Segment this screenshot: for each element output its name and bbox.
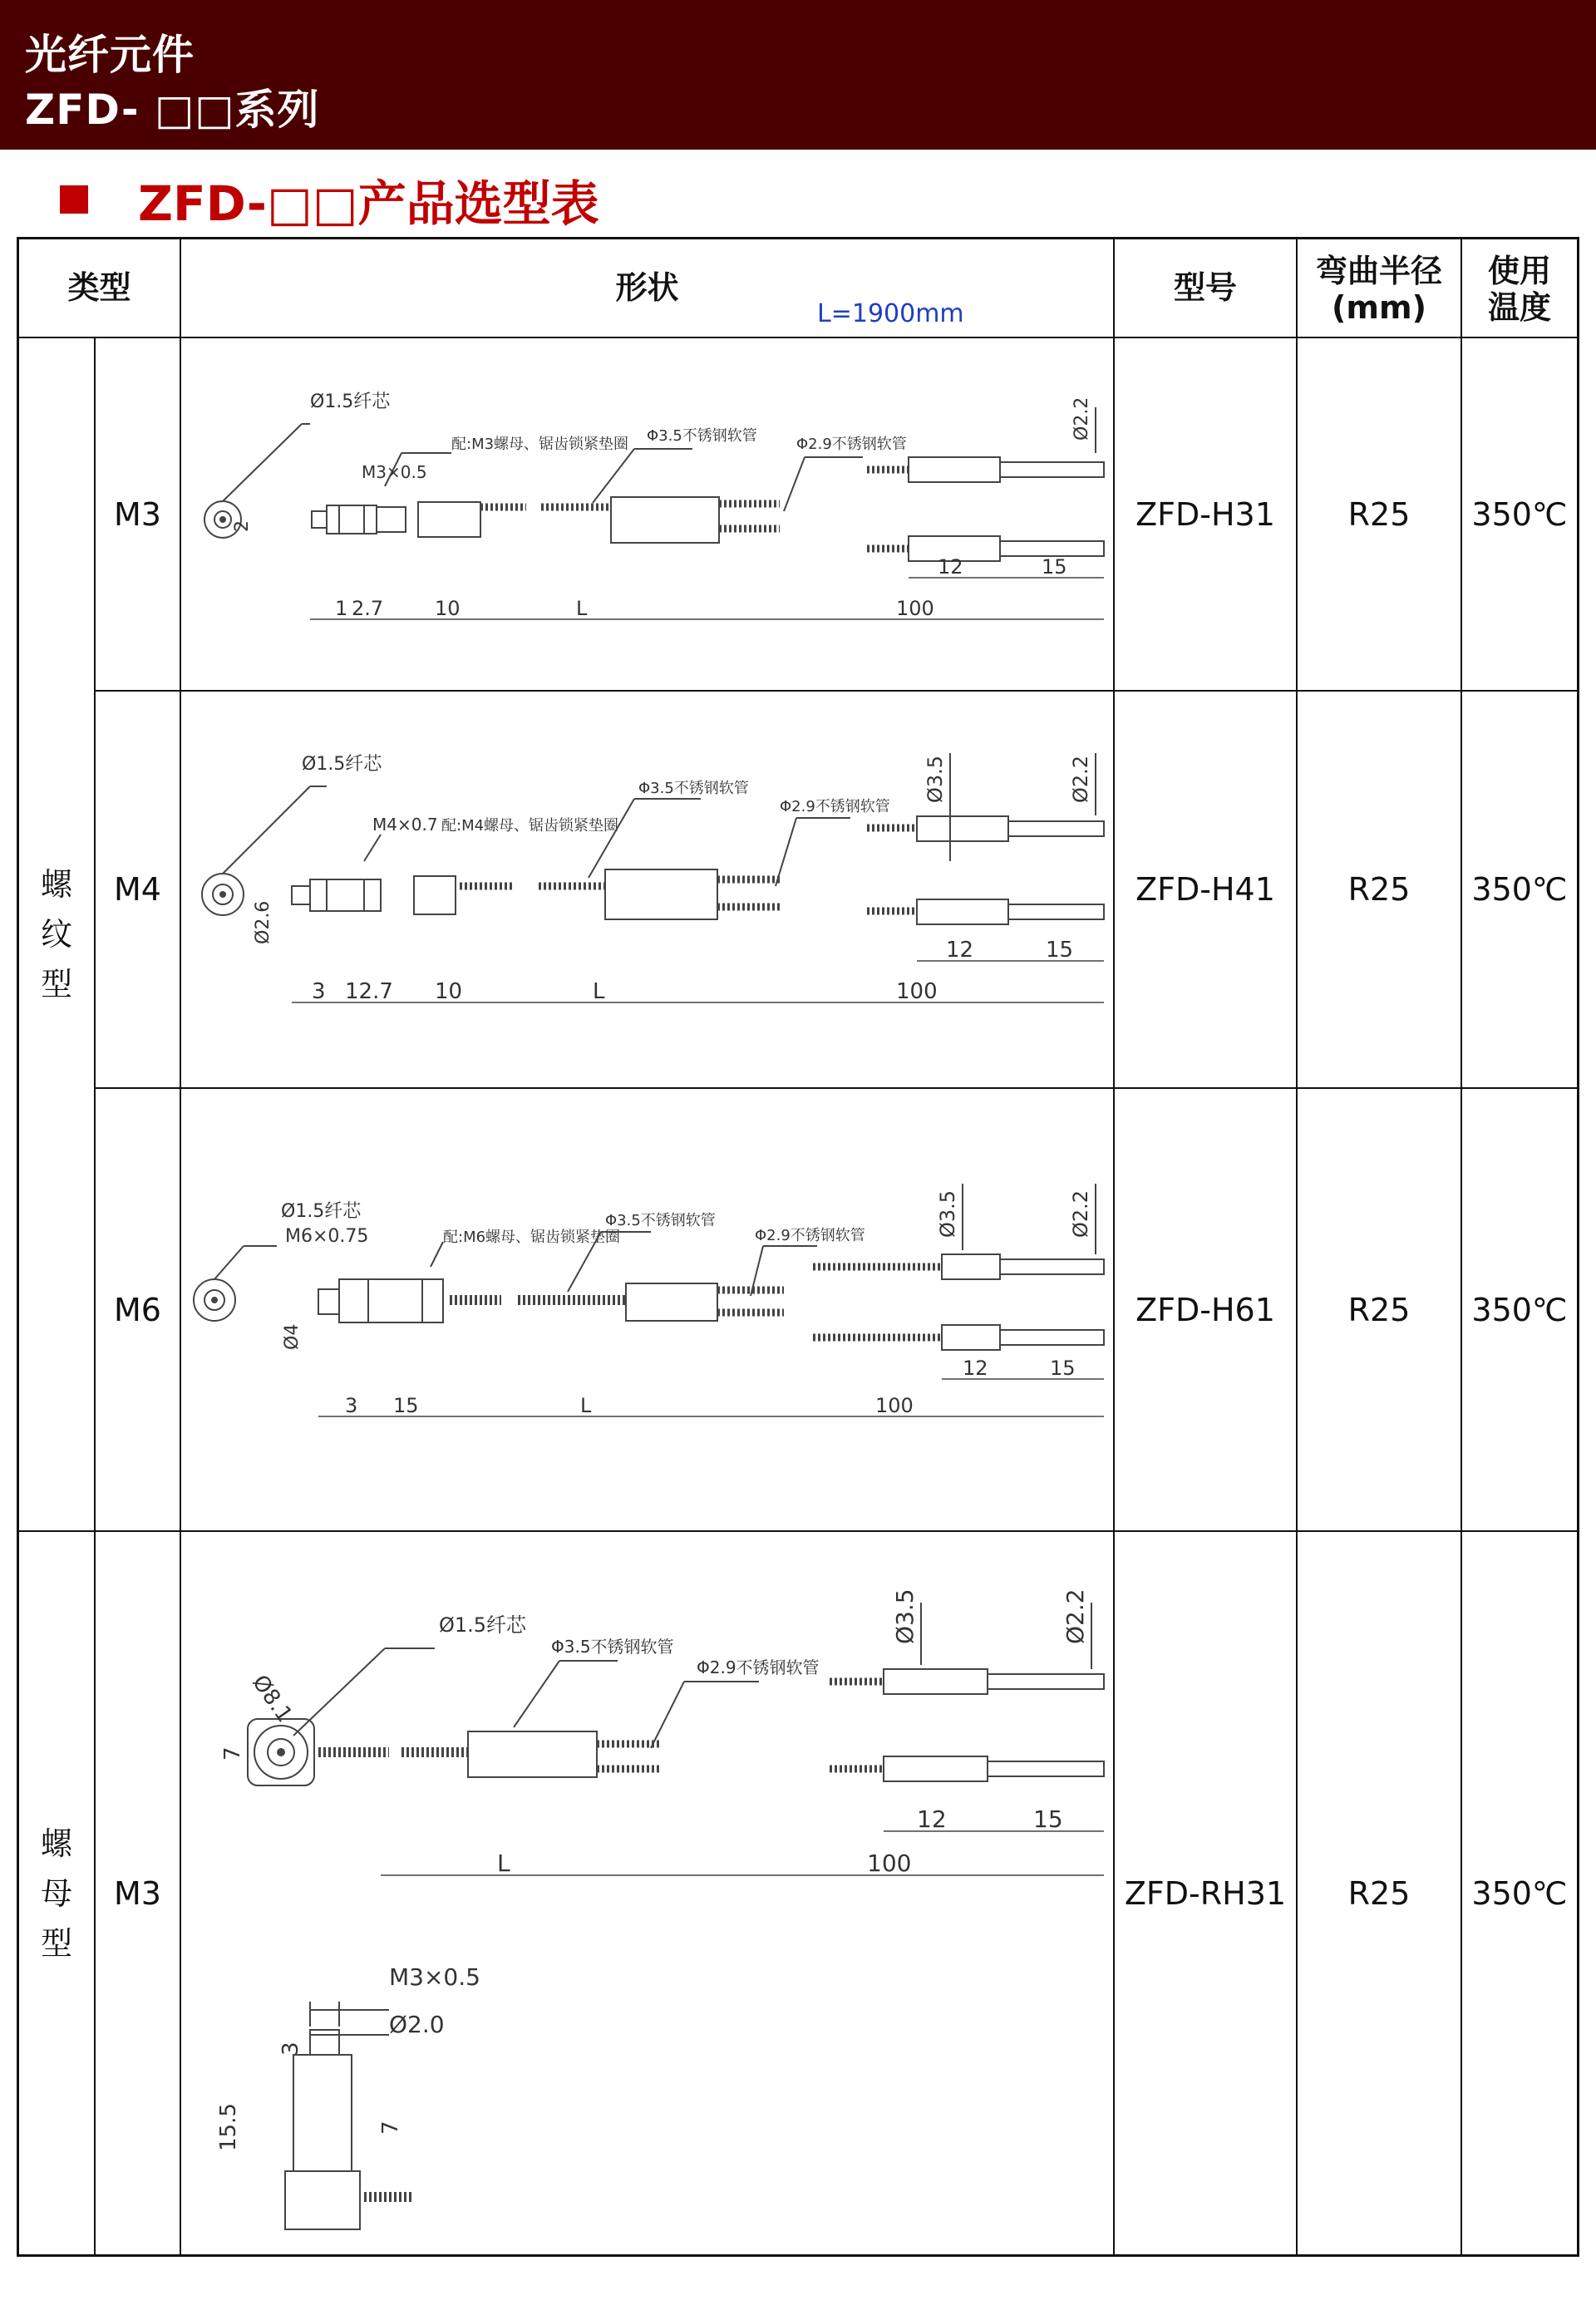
model-cell: ZFD-H61 — [1135, 1291, 1275, 1328]
dim-12: 12 — [938, 555, 963, 579]
label-fiber: Ø1.5纤芯 — [439, 1613, 527, 1637]
label-tube: Φ3.5不锈钢软管 — [647, 427, 757, 445]
header-temperature — [1462, 253, 1577, 326]
header-bend-line1: 弯曲半径 — [1315, 253, 1442, 289]
drawing-zfd-rh31 — [185, 1536, 1108, 2251]
bend-cell: R25 — [1347, 495, 1411, 533]
dim-100: 100 — [896, 597, 934, 620]
dim-3: 3 — [345, 1394, 358, 1417]
thread-cell: M4 — [114, 871, 161, 908]
label-nut: 配:M4螺母、锯齿锁紧垫圈 — [441, 817, 619, 835]
dim-2-7: 2.7 — [352, 597, 384, 620]
dim-l: L — [576, 597, 588, 620]
group-label-nut: 螺 母 型 — [40, 1825, 72, 1962]
model-cell: ZFD-H41 — [1135, 871, 1275, 908]
dim-10: 10 — [435, 597, 461, 620]
bend-cell: R25 — [1347, 1291, 1411, 1328]
dim-3: 3 — [278, 2042, 303, 2056]
label-tip-2: Ø2.2 — [1062, 1588, 1089, 1644]
dim-100: 100 — [875, 1394, 914, 1417]
dim-3: 3 — [312, 979, 326, 1004]
dim-l: L — [593, 979, 605, 1004]
label-split-tube: Φ2.9不锈钢软管 — [697, 1657, 820, 1677]
dim-100: 100 — [896, 979, 938, 1004]
temp-cell: 350℃ — [1471, 495, 1568, 533]
header-bend-line2: (mm) — [1332, 289, 1426, 326]
drawing-zfd-h61 — [185, 1092, 1108, 1526]
header-model: 型号 — [1173, 269, 1237, 306]
selection-table — [17, 237, 1579, 2257]
bend-cell: R25 — [1347, 871, 1411, 908]
temp-cell: 350℃ — [1471, 871, 1568, 908]
dim-15: 15 — [1033, 1805, 1063, 1833]
dim-7: 7 — [220, 1746, 245, 1761]
bend-cell: R25 — [1347, 1874, 1411, 1912]
dim-2-6: Ø2.6 — [253, 900, 273, 944]
dim-15: 15 — [1042, 555, 1067, 579]
divider — [180, 239, 181, 2254]
header-banner — [0, 0, 1596, 150]
label-fiber: Ø1.5纤芯 — [310, 392, 391, 412]
drawing-zfd-h41 — [185, 695, 1108, 1084]
dim-15: 15 — [1050, 1357, 1076, 1380]
label-tip-2: Ø2.2 — [1069, 755, 1092, 803]
label-thread: M6×0.75 — [285, 1226, 369, 1247]
dim-4: Ø4 — [282, 1323, 303, 1350]
label-split-tube: Φ2.9不锈钢软管 — [796, 436, 907, 453]
dim-l: L — [497, 1849, 510, 1877]
thread-cell: M3 — [114, 495, 161, 533]
section-title: ZFD-□□产品选型表 — [138, 175, 599, 232]
label-fiber: Ø1.5纤芯 — [302, 754, 382, 775]
label-split-tube: Φ2.9不锈钢软管 — [755, 1227, 865, 1244]
dim-1: 1 — [335, 597, 348, 620]
dim-15-left: 15 — [393, 1394, 419, 1417]
dim-15-5: 15.5 — [216, 2103, 241, 2151]
label-tube: Φ3.5不锈钢软管 — [551, 1637, 674, 1657]
dim-12: 12 — [946, 938, 974, 963]
label-tip: Ø2.2 — [1071, 396, 1092, 441]
label-split-tube: Φ2.9不锈钢软管 — [780, 798, 890, 815]
label-thread: M4×0.7 — [372, 815, 438, 835]
label-side-dia: Ø2.0 — [389, 2011, 445, 2038]
dim-12: 12 — [917, 1805, 947, 1833]
label-fiber: Ø1.5纤芯 — [281, 1201, 362, 1222]
category-title: 光纤元件 — [25, 31, 195, 79]
dim-2: 2 — [232, 520, 253, 532]
header-temp-line1: 使用 — [1487, 253, 1551, 289]
dim-12-7: 12.7 — [345, 979, 393, 1004]
group-label-threaded: 螺 纹 型 — [40, 866, 72, 1002]
bullet-square-icon — [60, 185, 88, 214]
label-tube: Φ3.5不锈钢软管 — [605, 1212, 716, 1229]
label-nut: 配:M3螺母、锯齿锁紧垫圈 — [451, 436, 629, 453]
label-tip-2: Ø2.2 — [1069, 1189, 1092, 1238]
series-title: ZFD- □□系列 — [25, 86, 320, 134]
thread-cell: M6 — [114, 1291, 161, 1328]
header-temp-line2: 温度 — [1487, 289, 1551, 326]
model-cell: ZFD-RH31 — [1124, 1874, 1287, 1912]
length-note: L=1900mm — [817, 299, 964, 328]
label-diagonal: Ø8.1 — [247, 1670, 298, 1727]
header-type: 类型 — [67, 269, 131, 306]
dim-15: 15 — [1046, 938, 1074, 963]
thread-cell: M3 — [114, 1874, 161, 1912]
dim-side-7: 7 — [378, 2120, 403, 2135]
temp-cell: 350℃ — [1471, 1874, 1568, 1912]
dim-l: L — [580, 1394, 592, 1417]
dim-10: 10 — [435, 979, 463, 1004]
label-nut: 配:M6螺母、锯齿锁紧垫圈 — [443, 1229, 621, 1246]
label-tip-1: Ø3.5 — [936, 1189, 959, 1238]
model-cell: ZFD-H31 — [1135, 495, 1275, 533]
label-tip-1: Ø3.5 — [891, 1588, 919, 1644]
dim-100: 100 — [867, 1849, 912, 1877]
section-heading — [60, 170, 599, 232]
header-bend-radius — [1298, 253, 1461, 326]
dim-12: 12 — [963, 1357, 988, 1380]
label-side-thread: M3×0.5 — [389, 1963, 480, 1991]
header-shape: 形状 — [615, 269, 679, 306]
label-tip-1: Ø3.5 — [924, 755, 947, 803]
label-thread: M3×0.5 — [362, 462, 427, 482]
drawing-zfd-h31 — [185, 341, 1108, 686]
temp-cell: 350℃ — [1471, 1291, 1568, 1328]
label-tube: Φ3.5不锈钢软管 — [638, 780, 749, 797]
